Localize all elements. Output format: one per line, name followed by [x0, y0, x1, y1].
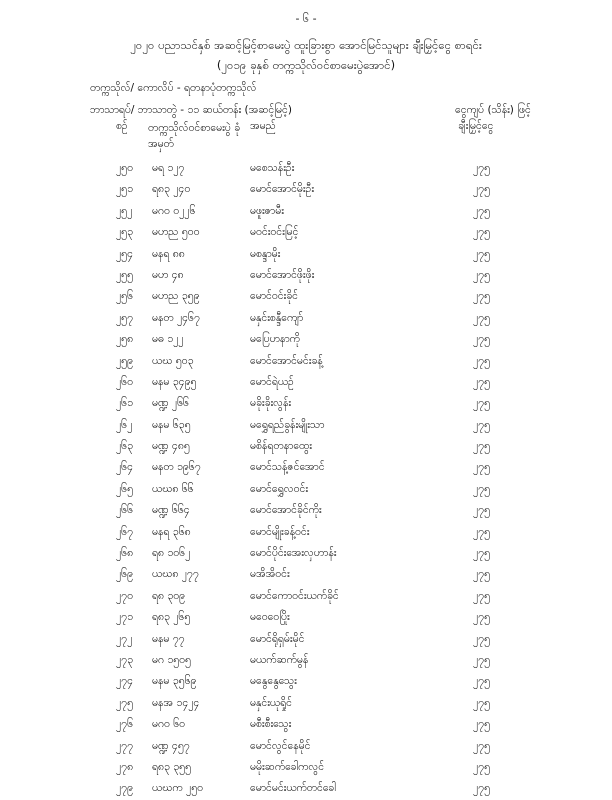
- row-name: မစန္ဒာမိုး: [250, 247, 281, 260]
- row-serial-no: ၂၆၄: [116, 461, 133, 474]
- table-row: [0, 714, 612, 735]
- row-name: မရွှေရည်ခွန်းမျိုးသာ: [250, 418, 325, 431]
- row-roll-number: မဓ ၁၂၂: [152, 333, 184, 346]
- row-serial-no: ၂၅၅: [116, 268, 133, 281]
- table-row: [0, 351, 612, 372]
- row-roll-number: မဂ၀ ၀၂၂၆: [152, 204, 196, 217]
- table-row: [0, 308, 612, 329]
- row-amount: ၂၇၅: [473, 247, 490, 260]
- row-amount: ၂၇၅: [473, 504, 490, 517]
- row-name: မောင်အောင်ဖိုးဖိုး: [250, 268, 315, 281]
- table-row: [0, 436, 612, 457]
- row-serial-no: ၂၆၉: [116, 568, 133, 581]
- row-roll-number: မဏ္ဍ ၆၆၄: [152, 504, 190, 517]
- row-roll-number: ရ၈ ၃၀၉: [152, 589, 186, 602]
- table-row: [0, 500, 612, 521]
- table-row: [0, 778, 612, 799]
- row-amount: ၂၇၅: [473, 311, 490, 324]
- header-serial-no: စဉ်: [116, 120, 128, 132]
- row-roll-number: ယဃ၈ ၆၆: [152, 482, 194, 495]
- page-number: - ၆ -: [295, 12, 317, 25]
- row-amount: ၂၇၅: [473, 589, 490, 602]
- table-row: [0, 757, 612, 778]
- row-roll-number: ရ၈၃ ၂၆၅: [152, 611, 191, 624]
- row-serial-no: ၂၇၀: [116, 589, 133, 602]
- row-amount: ၂၇၅: [473, 440, 490, 453]
- row-roll-number: ယဃက ၂၅၀: [152, 782, 204, 795]
- row-serial-no: ၂၅၄: [116, 247, 133, 260]
- table-row: [0, 479, 612, 500]
- row-serial-no: ၂၆၆: [116, 504, 133, 517]
- row-amount: ၂၇၅: [473, 375, 490, 388]
- row-name: မောင်ပိုင်းအေးလှဟာန်း: [250, 547, 337, 560]
- row-amount: ၂၇၅: [473, 632, 490, 645]
- row-serial-no: ၂၆၈: [116, 547, 134, 560]
- row-roll-number: မဟ ၄၈: [152, 268, 184, 281]
- row-name: မမိုးဆက်ခေါကလွင်: [250, 760, 325, 773]
- row-roll-number: မနမ ၇၇: [152, 632, 185, 645]
- row-roll-number: ရ၈၃ ၃၅၅: [152, 760, 191, 773]
- row-roll-number: ရ၈ ၁၀၆၂: [152, 547, 191, 560]
- row-serial-no: ၂၇၆: [116, 718, 133, 731]
- header-name: အမည်: [250, 120, 276, 132]
- row-serial-no: ၂၅၁: [116, 183, 133, 196]
- row-serial-no: ၂၆၅: [116, 482, 133, 495]
- row-name: မောင်သန့်ဇင်အောင်: [250, 461, 325, 474]
- table-row: [0, 329, 612, 350]
- row-roll-number: မဂ၀ ၆၀: [152, 718, 186, 731]
- row-name: မဝင်းဝင်းမြင့်: [250, 226, 299, 239]
- row-amount: ၂၇၅: [473, 162, 490, 174]
- row-roll-number: မဏ္ဍ ၄၅၇: [152, 739, 190, 752]
- row-amount: ၂၇၅: [473, 760, 490, 773]
- table-row: [0, 607, 612, 628]
- row-name: မစီးစီးသွေး: [250, 718, 292, 731]
- table-row: [0, 629, 612, 650]
- amount-unit-header: ငွေကျပ် (သိန်း) ဖြင့်: [455, 104, 531, 116]
- row-serial-no: ၂၇၅: [116, 696, 133, 709]
- row-serial-no: ၂၇၈: [116, 760, 134, 773]
- row-roll-number: မဟည ၅၀၀: [152, 226, 200, 239]
- row-roll-number: မနအ ၁၄၂၄: [152, 696, 200, 709]
- table-row: [0, 586, 612, 607]
- row-amount: ၂၇၅: [473, 418, 490, 431]
- row-name: မောင်ကောဝင်းယက်ခိုင်: [250, 589, 339, 602]
- row-roll-number: ယဃ၈ ၂၇၇: [152, 568, 199, 581]
- row-amount: ၂၇၅: [473, 675, 490, 688]
- table-row: [0, 201, 612, 222]
- document-title: ၂၀၂၀ ပညာသင်နှစ် အဆင့်မြင့်စာမေးပွဲ ထူးခြားစွာ အောင်မြင်သူများ ချီးမြှင့်ငွေ စာရင်း: [130, 38, 482, 52]
- document-subtitle: (၂၀၁၉ ခုနှစ် တက္ကသိုလ်ဝင်စာမေးပွဲအောင်): [216, 58, 396, 72]
- row-serial-no: ၂၅၀: [116, 162, 133, 174]
- table-row: [0, 736, 612, 757]
- row-serial-no: ၂၇၄: [116, 675, 133, 688]
- row-roll-number: ယဃ ၅၀၃: [152, 354, 194, 367]
- row-name: မခိုးခိုးလွန်း: [250, 397, 292, 410]
- row-name: မောင်ရိုရှမ်းမိုင်: [250, 632, 305, 645]
- row-amount: ၂၇၅: [473, 696, 490, 709]
- table-row: [0, 179, 612, 200]
- row-amount: ၂၇၅: [473, 333, 490, 346]
- table-row: [0, 286, 612, 307]
- row-roll-number: မနရ ၃၆၈: [152, 525, 191, 538]
- table-row: [0, 650, 612, 671]
- row-roll-number: မဂ ၁၅၀၅: [152, 653, 191, 666]
- row-amount: ၂၇၅: [473, 268, 490, 281]
- row-amount: ၂၇၅: [473, 290, 490, 303]
- row-roll-number: မနတ ၂၄၆၇: [152, 311, 200, 324]
- row-roll-number: မဟည ၃၅၉: [152, 290, 200, 303]
- row-name: မောင်ရဲယဉ်: [250, 375, 294, 388]
- row-name: မောင်အောင်မိုးဦး: [250, 183, 315, 196]
- row-serial-no: ၂၅၈: [116, 333, 134, 346]
- row-roll-number: ရ၈၃ ၂၄၀: [152, 183, 191, 196]
- table-header: [0, 120, 612, 156]
- row-amount: ၂၇၅: [473, 461, 490, 474]
- row-name: မစိန်ရတနာထွေး: [250, 440, 312, 453]
- table-row: [0, 393, 612, 414]
- row-name: မောင်အောင်ခိုင်ကိုး: [250, 504, 322, 517]
- table-body: [0, 158, 612, 800]
- row-serial-no: ၂၇၃: [116, 653, 133, 666]
- row-amount: ၂၇၅: [473, 525, 490, 538]
- row-amount: ၂၇၅: [473, 653, 490, 666]
- row-amount: ၂၇၅: [473, 547, 490, 560]
- table-row: [0, 222, 612, 243]
- table-row: [0, 564, 612, 585]
- row-name: မောင်မျိုးခန့်ဝင်း: [250, 525, 310, 538]
- subject-line: ဘာသာရပ်/ ဘာသာတွဲ - ၁၁ ဆယ်တန်း (အဆင့်မြင့်): [90, 104, 292, 116]
- row-amount: ၂၇၅: [473, 611, 490, 624]
- table-row: [0, 372, 612, 393]
- row-name: မောင်လွင်နေမိုင်: [250, 739, 311, 752]
- header-amount: ချီးမြှင့်ငွေ: [458, 120, 494, 132]
- row-amount: ၂၇၅: [473, 739, 490, 752]
- row-name: မောင်အောင်မင်းခန့်: [250, 354, 323, 367]
- row-amount: ၂၇၅: [473, 568, 490, 581]
- row-roll-number: မဏ္ဍ ၄၈၅: [152, 440, 190, 453]
- row-roll-number: မနတ ၁၉၆၇: [152, 461, 201, 474]
- table-row: [0, 244, 612, 265]
- row-amount: ၂၇၅: [473, 204, 490, 217]
- table-row: [0, 415, 612, 436]
- row-serial-no: ၂၅၃: [116, 226, 133, 239]
- row-serial-no: ၂၅၆: [116, 290, 133, 303]
- header-roll-number: တက္ကသိုလ်ဝင်စာမေးပွဲ ခုံအမှတ်: [148, 122, 241, 150]
- row-name: မောင်မင်းယက်တင်ခေါ: [250, 782, 336, 795]
- table-row: [0, 457, 612, 478]
- row-serial-no: ၂၅၉: [116, 354, 133, 367]
- row-name: မောင်ရွှေလဝင်း: [250, 482, 309, 495]
- row-serial-no: ၂၆၃: [116, 440, 133, 453]
- row-roll-number: မနမ ၃၅၆၉: [152, 675, 197, 688]
- row-serial-no: ၂၇၉: [116, 782, 133, 795]
- row-serial-no: ၂၆၁: [116, 397, 133, 410]
- table-row: [0, 693, 612, 714]
- row-serial-no: ၂၅၇: [116, 311, 133, 324]
- row-name: မနှင်းယုရှိုင်: [250, 696, 292, 709]
- row-roll-number: မဏ္ဍ ၂၆၆: [152, 397, 189, 410]
- row-name: မောင်ဝင်းခိုင်: [250, 290, 298, 303]
- row-name: မစေသန်းဦး: [250, 162, 295, 174]
- row-name: မအိအိဝင်း: [250, 568, 290, 581]
- table-row: [0, 265, 612, 286]
- row-name: မဝေဝေပြိုး: [250, 611, 290, 624]
- row-amount: ၂၇၅: [473, 718, 490, 731]
- row-amount: ၂၇၅: [473, 482, 490, 495]
- table-row: [0, 671, 612, 692]
- row-name: မပြေဟနာကို: [250, 333, 300, 346]
- row-name: မယက်ဆက်မွန်: [250, 653, 309, 666]
- row-serial-no: ၂၆၀: [116, 375, 133, 388]
- row-amount: ၂၇၅: [473, 782, 490, 795]
- row-serial-no: ၂၇၂: [116, 632, 133, 645]
- university-line: တက္ကသိုလ်/ ကောလိပ် - ရတနာပုံတက္ကသိုလ်: [90, 82, 257, 94]
- row-roll-number: မနမ ၃၄၉၅: [152, 375, 197, 388]
- row-roll-number: မနရ ၈၈: [152, 247, 185, 260]
- row-amount: ၂၇၅: [473, 354, 490, 367]
- row-amount: ၂၇၅: [473, 397, 490, 410]
- row-amount: ၂၇၅: [473, 183, 490, 196]
- row-name: မနွေနွေသွေး: [250, 675, 297, 688]
- row-serial-no: ၂၅၂: [116, 204, 133, 217]
- row-amount: ၂၇၅: [473, 226, 490, 239]
- row-serial-no: ၂၇၁: [116, 611, 133, 624]
- row-serial-no: ၂၇၇: [116, 739, 133, 752]
- row-roll-number: မနမ ၆၃၅: [152, 418, 191, 431]
- table-row: [0, 522, 612, 543]
- row-name: မနှင်းစန္ဒီကျော်: [250, 311, 304, 324]
- table-row: [0, 543, 612, 564]
- table-row: [0, 158, 612, 179]
- row-serial-no: ၂၆၂: [116, 418, 133, 431]
- row-name: မဖူးဇာမီး: [250, 204, 284, 217]
- row-serial-no: ၂၆၇: [116, 525, 133, 538]
- row-roll-number: မရ ၁၂၇: [152, 162, 185, 174]
